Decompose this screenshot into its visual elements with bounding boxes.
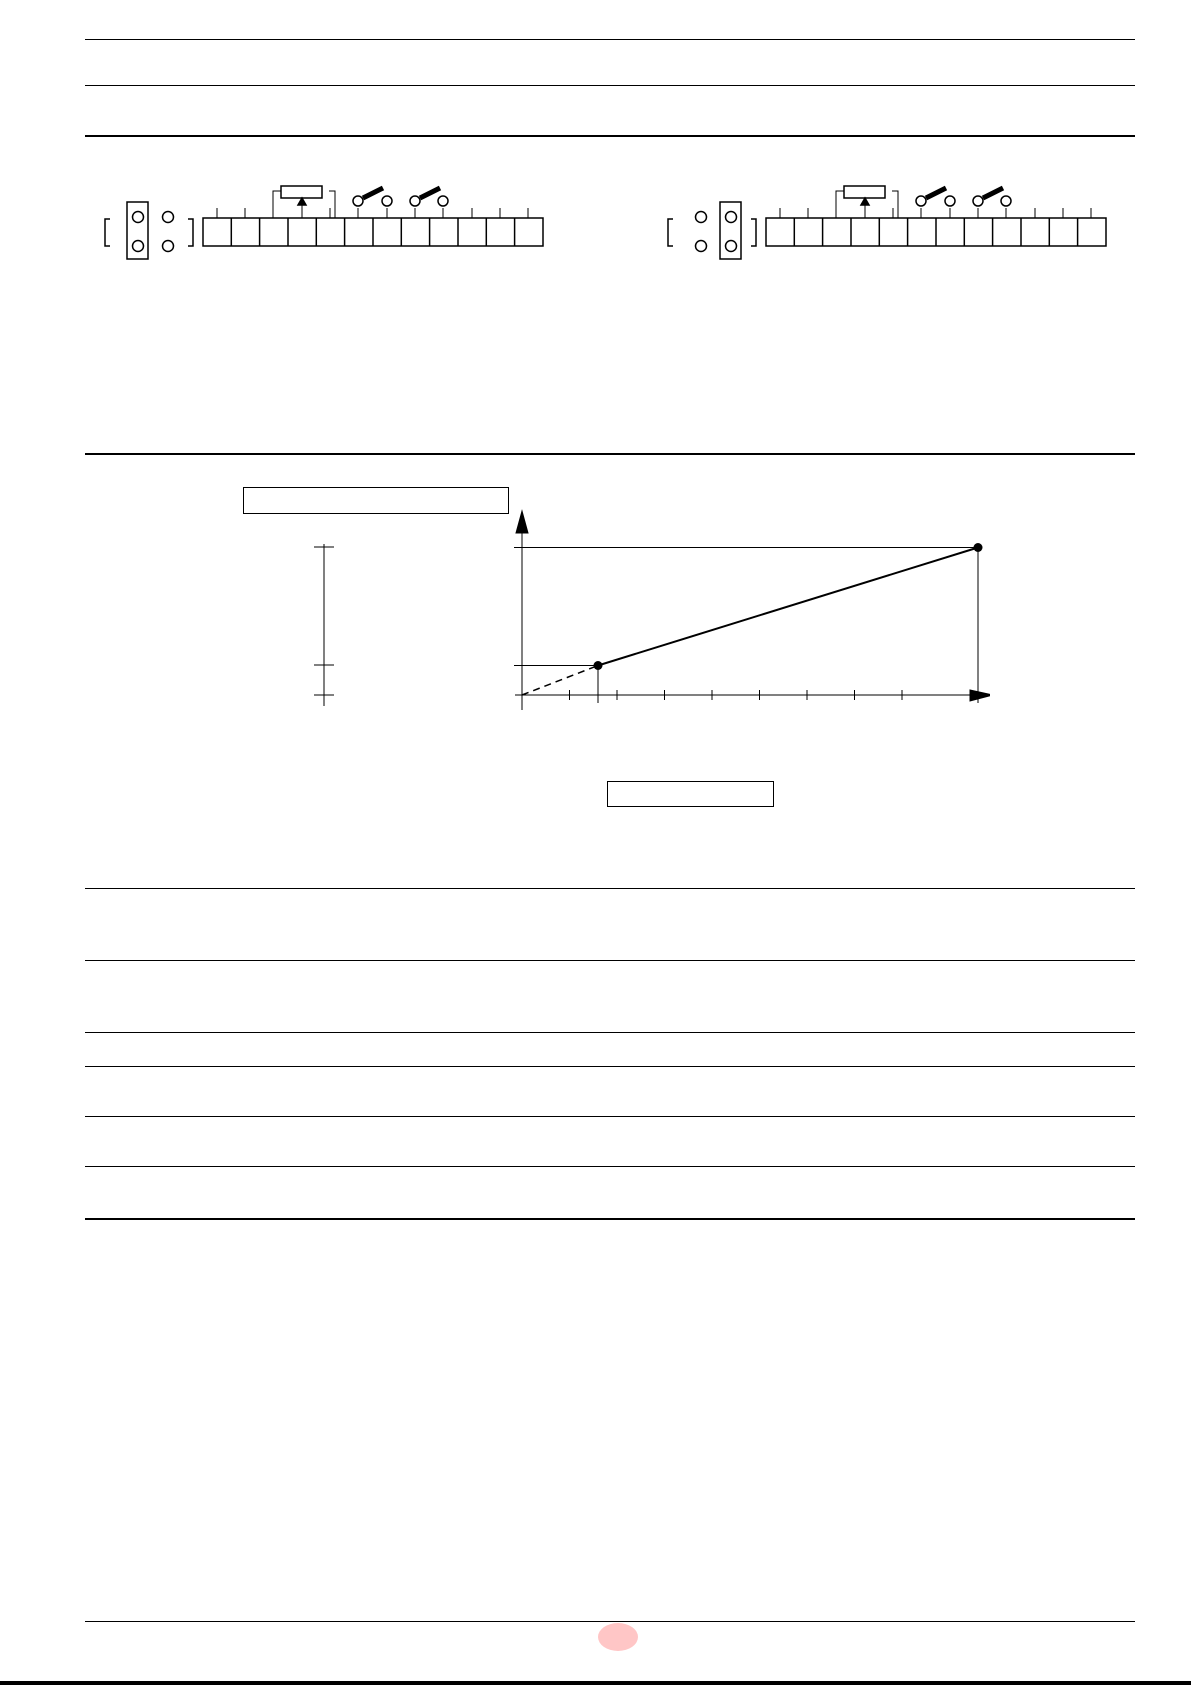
page-number-badge (598, 1623, 638, 1651)
switch-contact (916, 196, 926, 206)
table-rule-1 (85, 888, 1135, 889)
jumper-pin (696, 241, 707, 252)
jumper-block (127, 202, 148, 259)
table-rule-2 (85, 960, 1135, 961)
switch-contact (438, 196, 448, 206)
chart-label-box-bottom (607, 781, 774, 807)
series-line (598, 548, 978, 666)
section-rule-2 (85, 453, 1135, 455)
jumper-pin (163, 241, 174, 252)
switch-lever (363, 188, 383, 198)
jumper-pin (133, 241, 144, 252)
bracket (188, 219, 193, 246)
switch-contact (382, 196, 392, 206)
jumper-block (720, 202, 741, 259)
x-axis-arrow (970, 690, 990, 701)
header-rule-top (85, 39, 1135, 40)
data-point (974, 543, 983, 552)
table-rule-5 (85, 1116, 1135, 1117)
jumper-pin (726, 241, 737, 252)
switch-lever (926, 188, 946, 198)
table-rule-4 (85, 1066, 1135, 1067)
switch-contact (1001, 196, 1011, 206)
bracket (105, 219, 110, 246)
jumper-pin (696, 212, 707, 223)
footer-bar (0, 1681, 1191, 1685)
footer-rule (85, 1621, 1135, 1622)
jumper-pin (726, 212, 737, 223)
switch-contact (945, 196, 955, 206)
switch-lever (983, 188, 1003, 198)
bracket (751, 219, 756, 246)
extrapolation-line (522, 666, 598, 696)
wiring-diagram-right (663, 178, 1113, 268)
switch-contact (410, 196, 420, 206)
table-rule-3 (85, 1032, 1135, 1033)
linear-chart (500, 505, 990, 715)
bracket (668, 219, 673, 246)
section-rule-1 (85, 135, 1135, 137)
potentiometer (844, 186, 885, 198)
data-point (594, 661, 603, 670)
switch-contact (973, 196, 983, 206)
table-rule-bottom (85, 1218, 1135, 1220)
header-rule-2 (85, 85, 1135, 86)
jumper-pin (163, 212, 174, 223)
potentiometer (281, 186, 322, 198)
chart-label-box-top (243, 487, 509, 514)
switch-contact (353, 196, 363, 206)
side-scale (300, 535, 340, 710)
jumper-pin (133, 212, 144, 223)
table-rule-6 (85, 1166, 1135, 1167)
switch-lever (420, 188, 440, 198)
wiring-diagram-left (100, 178, 550, 268)
y-axis-arrow (516, 511, 528, 533)
